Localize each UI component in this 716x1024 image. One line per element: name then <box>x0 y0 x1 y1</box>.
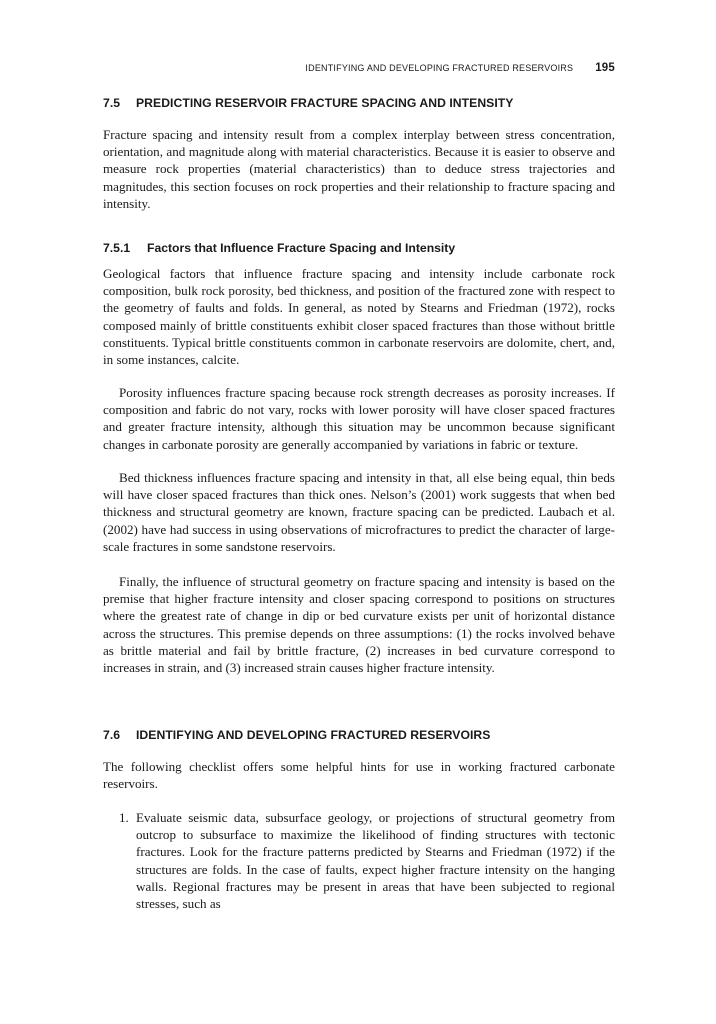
list-item-text: Evaluate seismic data, subsurface geology, or projections of structural geometry from outcrop to subsurface to maximize the likelihood of finding structures with tectonic fractures. Look for the fracture patterns predicted by Stearns and Friedman (1972) if the structures are folds. In the case of faults, expect higher fracture intensity on the hanging walls. Regional fractures may be present in areas that have been subjected to regional stresses, such as <box>136 810 615 912</box>
section-number: 7.5 <box>103 96 121 110</box>
section-7-5-heading <box>103 96 615 110</box>
running-header <box>103 62 615 74</box>
section-7-6-heading <box>103 728 615 742</box>
section-7-5-intro: Fracture spacing and intensity result from a complex interplay between stress concentration, orientation, and magnitude along with material characteristics. Because it is easier to observe and measure rock properties (material characteristics) than to deduce stress trajectories and magnitudes, this section focuses on rock properties and their relationship to fracture spacing and intensity. <box>103 127 615 211</box>
checklist <box>119 809 615 912</box>
section-7-6-intro: The following checklist offers some helpful hints for use in working fractured carbonate reservoirs. <box>103 759 615 792</box>
list-marker: 1. <box>119 810 129 825</box>
paragraph-geological-factors: Geological factors that influence fracture spacing and intensity include carbonate rock composition, bulk rock porosity, bed thickness, and position of the fractured zone with respect to the geometry of faults and folds. In general, as noted by Stearns and Friedman (1972), rocks composed mainly of brittle constituents exhibit closer spaced fractures than those without brittle constituents. Typical brittle constituents common in carbonate reservoirs are dolomite, chert, and, in some instances, calcite. <box>103 266 615 368</box>
subsection-7-5-1-heading <box>103 241 615 255</box>
subsection-title: Factors that Influence Fracture Spacing and Intensity <box>147 241 456 255</box>
page-number: 195 <box>595 62 615 74</box>
paragraph-porosity: Porosity influences fracture spacing because rock strength decreases as porosity increases. If composition and fabric do not vary, rocks with lower porosity will have closer spaced fractures and greater fracture intensity, although this situation may be uncommon because significant changes in carbonate porosity are generally accompanied by variations in fabric or texture. <box>103 385 615 452</box>
paragraph-structural-geometry: Finally, the influence of structural geometry on fracture spacing and intensity is based on the premise that higher fracture intensity and closer spacing correspond to positions on structures where the greatest rate of change in dip or bed curvature exists per unit of horizontal distance across the structures. This premise depends on three assumptions: (1) the rocks involved behave as brittle material and fail by brittle fracture, (2) increases in bed curvature correspond to increases in strain, and (3) increased strain causes higher fracture intensity. <box>103 574 615 676</box>
section-title: PREDICTING RESERVOIR FRACTURE SPACING AND INTENSITY <box>136 96 514 110</box>
running-title: IDENTIFYING AND DEVELOPING FRACTURED RESERVOIRS <box>305 63 574 73</box>
section-number: 7.6 <box>103 728 121 742</box>
paragraph-bed-thickness: Bed thickness influences fracture spacing and intensity in that, all else being equal, thin beds will have closer spaced fractures than thick ones. Nelson’s (2001) work suggests that when bed thickness and structural geometry are known, fracture spacing can be predicted. Laubach et al. (2002) have had success in using observations of microfractures to predict the character of large-scale fractures in some sandstone reservoirs. <box>103 470 615 554</box>
subsection-number: 7.5.1 <box>103 241 131 255</box>
section-title: IDENTIFYING AND DEVELOPING FRACTURED RESERVOIRS <box>136 728 491 742</box>
list-item <box>119 809 615 912</box>
